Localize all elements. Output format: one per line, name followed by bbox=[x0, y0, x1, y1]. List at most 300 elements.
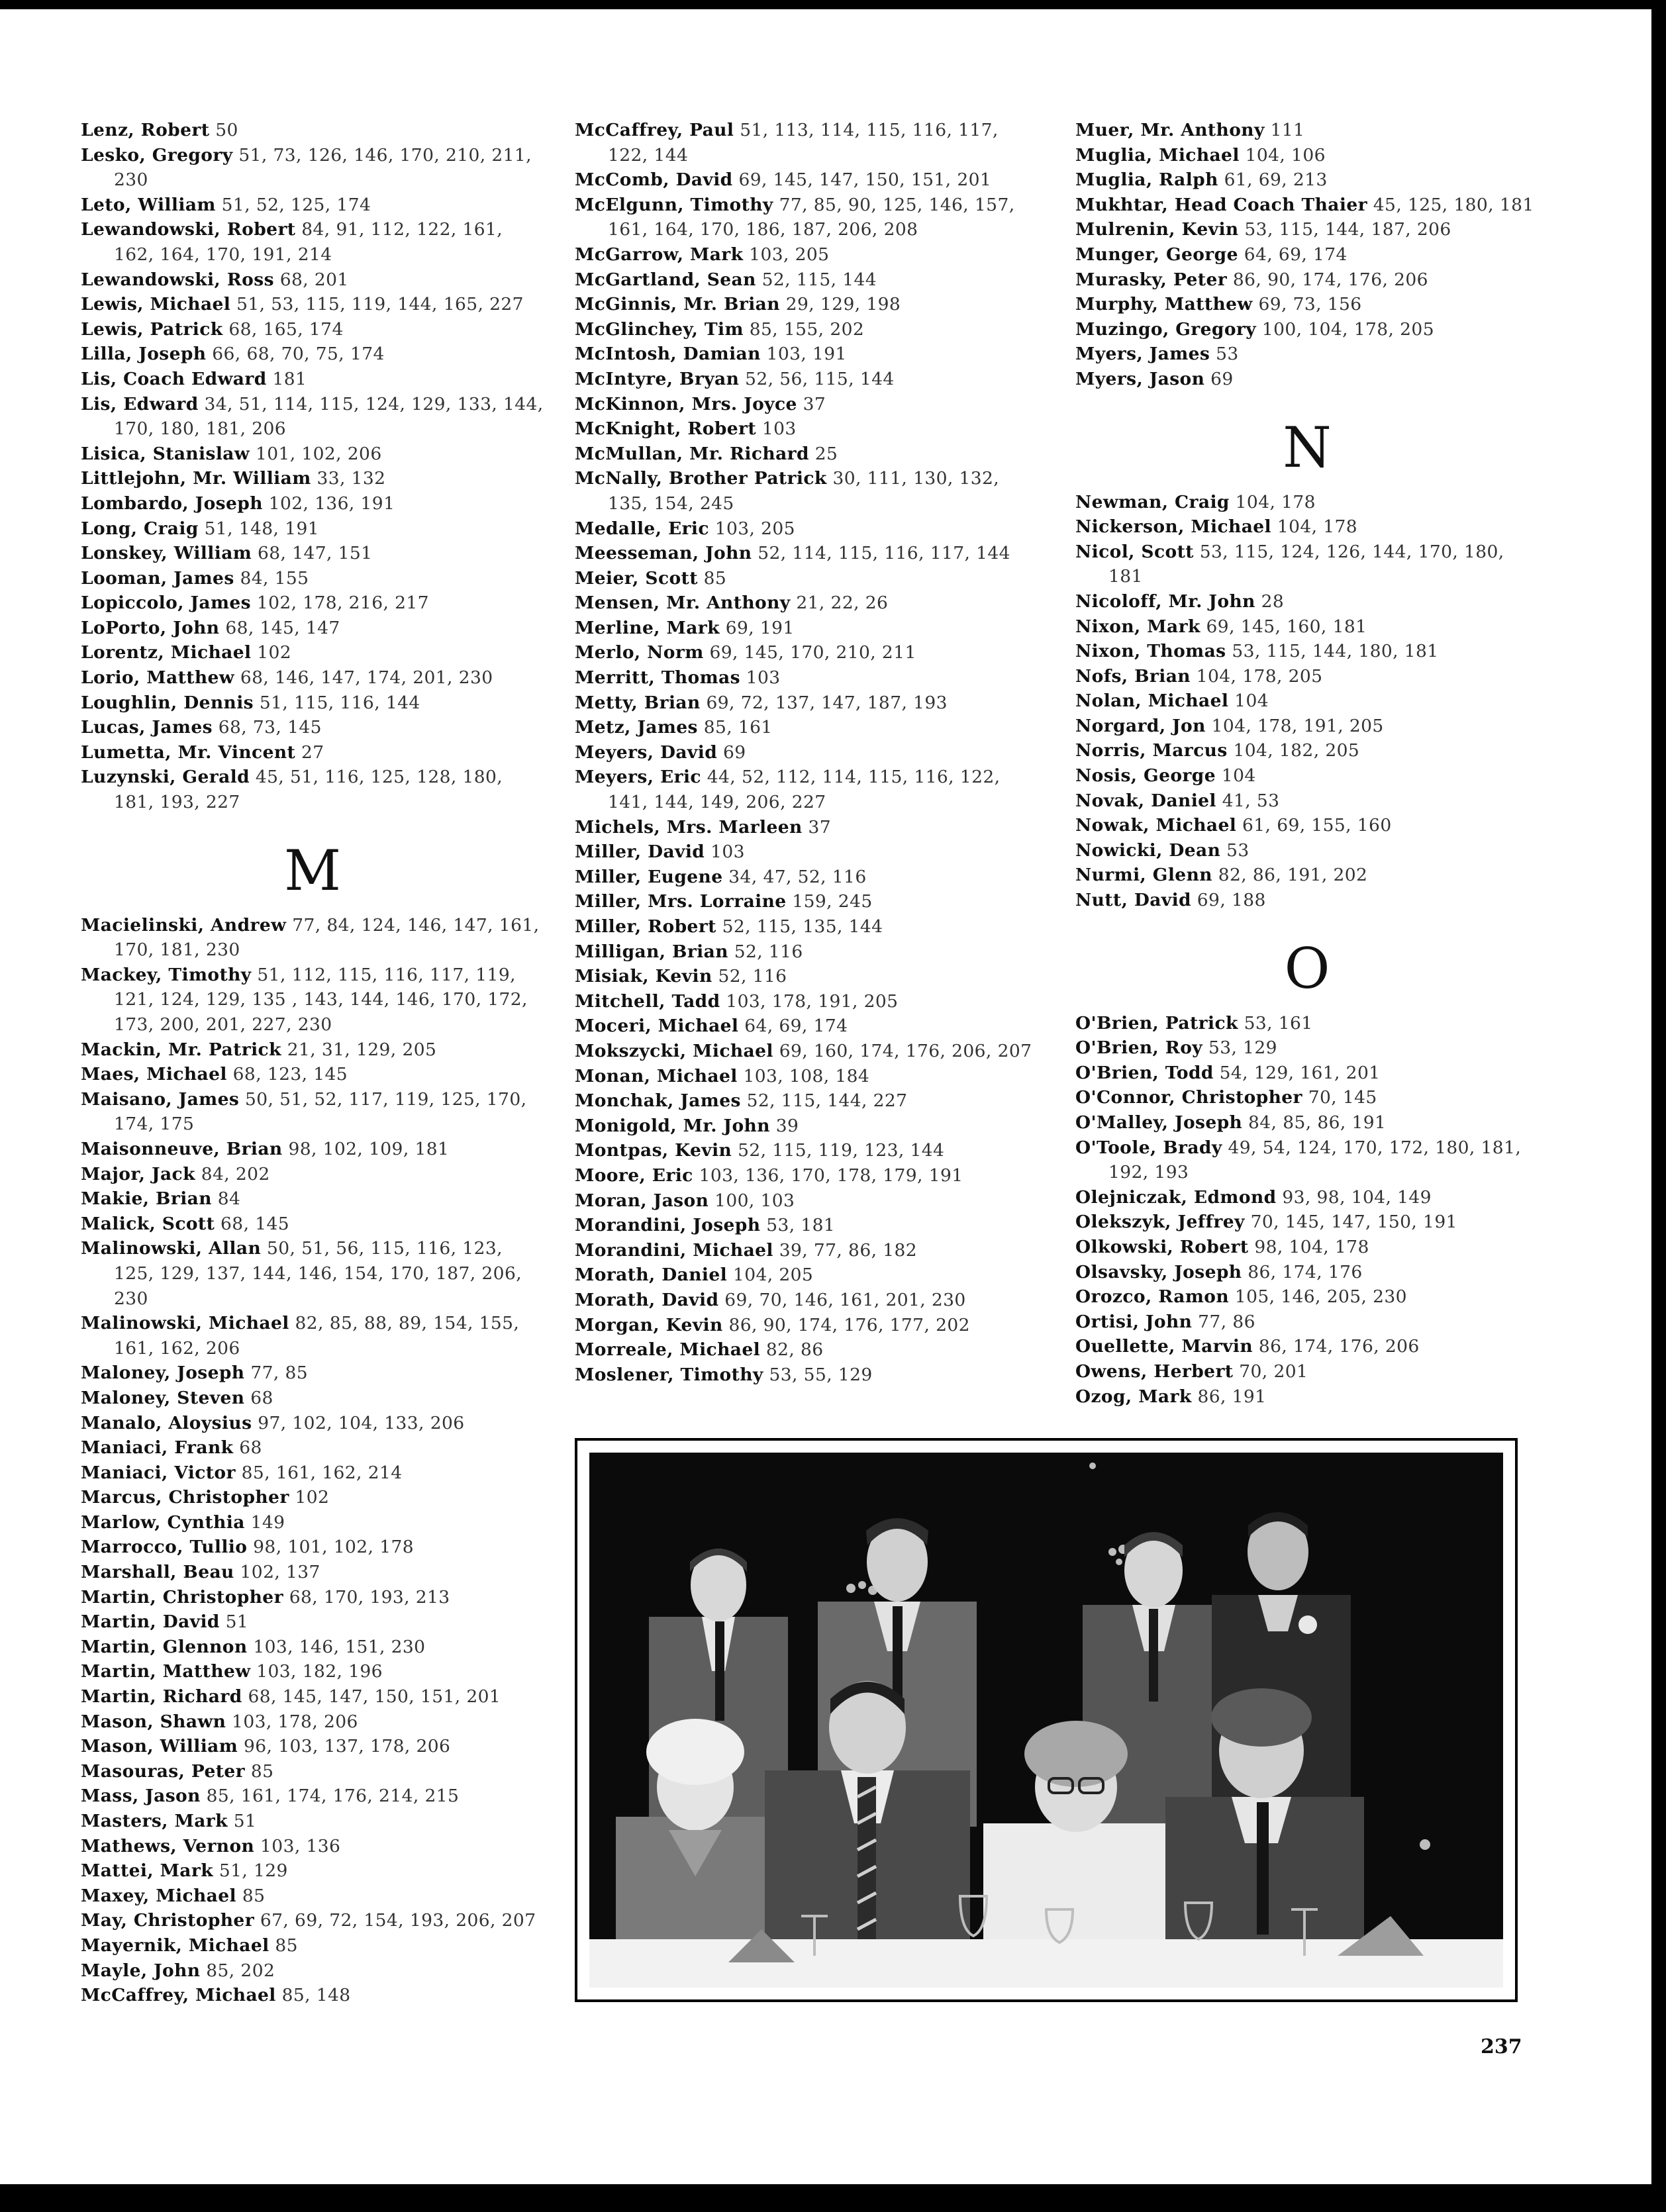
entry-pages: 51, 148, 191 bbox=[204, 518, 319, 539]
entry-name: Maisonneuve, Brian bbox=[81, 1138, 283, 1159]
index-entry bbox=[81, 118, 544, 143]
entry-pages: 54, 129, 161, 201 bbox=[1219, 1062, 1381, 1083]
entry-name: Moran, Jason bbox=[575, 1190, 709, 1211]
entry-name: Maes, Michael bbox=[81, 1064, 227, 1085]
entry-name: Lis, Coach Edward bbox=[81, 368, 267, 389]
entry-name: Monigold, Mr. John bbox=[575, 1115, 770, 1136]
index-entry bbox=[81, 1684, 544, 1709]
entry-pages: 84, 155 bbox=[240, 567, 309, 589]
entry-name: Murphy, Matthew bbox=[1075, 294, 1253, 315]
entry-pages: 39 bbox=[775, 1115, 799, 1136]
index-entry bbox=[1075, 1334, 1539, 1359]
entry-name: Mattei, Mark bbox=[81, 1860, 213, 1882]
index-entry bbox=[575, 1313, 1038, 1338]
entry-pages: 159, 245 bbox=[792, 891, 873, 912]
entry-name: Merline, Mark bbox=[575, 617, 720, 638]
entry-pages: 104, 178 bbox=[1235, 491, 1316, 512]
entry-pages: 103, 136 bbox=[260, 1835, 341, 1856]
index-entry bbox=[1075, 267, 1539, 293]
entry-pages: 51, 112, 115, 116, 117, 119, 121, 124, 129, 135 , 143, 144, 146, 170, 172, 173, 200, 201, 227, 230 bbox=[114, 964, 528, 1035]
entry-pages: 68, 165, 174 bbox=[228, 318, 344, 340]
index-entry bbox=[575, 591, 1038, 616]
entry-pages: 104, 178, 205 bbox=[1196, 665, 1323, 687]
entry-pages: 33, 132 bbox=[317, 468, 386, 489]
entry-name: May, Christopher bbox=[81, 1910, 255, 1931]
index-entry bbox=[575, 665, 1038, 691]
scan-edge-bottom bbox=[0, 2184, 1666, 2212]
entry-name: Lorentz, Michael bbox=[81, 642, 252, 663]
entry-name: Nolan, Michael bbox=[1075, 691, 1229, 712]
entry-pages: 82, 85, 88, 89, 154, 155, 161, 162, 206 bbox=[114, 1313, 520, 1359]
index-entry bbox=[1075, 1135, 1539, 1185]
entry-name: Makie, Brian bbox=[81, 1188, 212, 1210]
entry-name: Maloney, Steven bbox=[81, 1387, 245, 1408]
entry-name: Murasky, Peter bbox=[1075, 269, 1228, 290]
index-entry bbox=[575, 1337, 1038, 1363]
entry-name: Metz, James bbox=[575, 717, 698, 738]
entry-name: Malinowski, Allan bbox=[81, 1238, 262, 1259]
entry-pages: 29, 129, 198 bbox=[785, 294, 901, 315]
index-entry bbox=[81, 217, 544, 267]
index-entry bbox=[81, 1809, 544, 1834]
entry-pages: 53, 115, 144, 180, 181 bbox=[1232, 641, 1439, 662]
entry-name: Owens, Herbert bbox=[1075, 1361, 1234, 1382]
entry-pages: 149 bbox=[250, 1512, 285, 1533]
entry-name: Martin, Glennon bbox=[81, 1636, 248, 1657]
index-entry bbox=[1075, 193, 1539, 218]
entry-name: Morandini, Joseph bbox=[575, 1215, 761, 1236]
entry-pages: 85, 148 bbox=[281, 1985, 351, 2006]
index-entry bbox=[1075, 242, 1539, 267]
index-entry bbox=[1075, 689, 1539, 714]
index-entry bbox=[81, 1361, 544, 1386]
entry-name: Malick, Scott bbox=[81, 1213, 215, 1234]
entry-name: Nowicki, Dean bbox=[1075, 840, 1221, 861]
index-entry bbox=[1075, 1235, 1539, 1260]
entry-name: Mackey, Timothy bbox=[81, 964, 252, 985]
entry-name: Malinowski, Michael bbox=[81, 1313, 289, 1334]
index-entry bbox=[81, 1212, 544, 1237]
index-entry bbox=[1075, 317, 1539, 342]
entry-pages: 61, 69, 213 bbox=[1224, 169, 1328, 191]
entry-name: Loughlin, Dennis bbox=[81, 692, 254, 713]
entry-pages: 52, 115, 144 bbox=[761, 269, 877, 290]
index-entry bbox=[575, 466, 1038, 516]
entry-name: Lopiccolo, James bbox=[81, 593, 251, 614]
entry-pages: 52, 116 bbox=[734, 941, 803, 962]
index-entry bbox=[81, 466, 544, 491]
entry-name: Masouras, Peter bbox=[81, 1760, 246, 1782]
index-entry bbox=[81, 1062, 544, 1087]
entry-pages: 82, 86, 191, 202 bbox=[1218, 865, 1368, 886]
entry-name: Miller, Eugene bbox=[575, 866, 723, 887]
entry-name: Manalo, Aloysius bbox=[81, 1412, 252, 1433]
entry-name: O'Brien, Roy bbox=[1075, 1037, 1203, 1059]
index-column-2 bbox=[575, 118, 1038, 1387]
index-entry bbox=[1075, 664, 1539, 689]
index-entry bbox=[575, 267, 1038, 293]
entry-pages: 82, 86 bbox=[765, 1339, 824, 1361]
entry-name: Mokszycki, Michael bbox=[575, 1040, 773, 1061]
entry-name: Monan, Michael bbox=[575, 1065, 738, 1086]
section-letter-heading: O bbox=[1284, 936, 1330, 1001]
entry-pages: 34, 51, 114, 115, 124, 129, 133, 144, 170, 180, 181, 206 bbox=[114, 393, 544, 440]
entry-pages: 30, 111, 130, 132, 135, 154, 245 bbox=[608, 468, 1000, 514]
entry-name: Maisano, James bbox=[81, 1088, 240, 1110]
index-entry bbox=[575, 889, 1038, 914]
entry-name: Ouellette, Marvin bbox=[1075, 1336, 1253, 1357]
entry-name: Mason, Shawn bbox=[81, 1711, 226, 1732]
entry-pages: 51, 113, 114, 115, 116, 117, 122, 144 bbox=[608, 120, 999, 166]
entry-pages: 86, 174, 176, 206 bbox=[1258, 1336, 1420, 1357]
entry-name: McComb, David bbox=[575, 169, 733, 191]
entry-name: Mayernik, Michael bbox=[81, 1935, 270, 1956]
entry-pages: 39, 77, 86, 182 bbox=[779, 1239, 918, 1261]
entry-pages: 53, 55, 129 bbox=[769, 1364, 873, 1385]
index-entry bbox=[575, 392, 1038, 417]
entry-pages: 98, 102, 109, 181 bbox=[288, 1138, 450, 1159]
entry-name: Lewis, Patrick bbox=[81, 318, 223, 340]
entry-name: Martin, Christopher bbox=[81, 1586, 283, 1608]
entry-pages: 52, 115, 135, 144 bbox=[722, 916, 883, 937]
entry-name: Lewandowski, Robert bbox=[81, 219, 296, 240]
index-entry bbox=[1075, 490, 1539, 515]
index-entry bbox=[575, 1163, 1038, 1188]
entry-name: Lewis, Michael bbox=[81, 294, 231, 315]
index-entry bbox=[81, 1933, 544, 1958]
entry-pages: 51, 52, 125, 174 bbox=[221, 194, 371, 215]
index-entry bbox=[81, 1236, 544, 1311]
entry-pages: 21, 31, 129, 205 bbox=[287, 1039, 437, 1060]
index-entry bbox=[1075, 1310, 1539, 1335]
entry-pages: 69, 73, 156 bbox=[1258, 294, 1362, 315]
entry-pages: 102 bbox=[257, 642, 292, 663]
entry-name: Meyers, Eric bbox=[575, 767, 701, 788]
index-entry bbox=[81, 1709, 544, 1735]
entry-pages: 45, 125, 180, 181 bbox=[1373, 194, 1534, 215]
entry-pages: 103, 205 bbox=[749, 244, 830, 265]
index-entry bbox=[575, 765, 1038, 814]
entry-pages: 97, 102, 104, 133, 206 bbox=[258, 1412, 465, 1433]
entry-pages: 69 bbox=[722, 742, 746, 763]
index-entry bbox=[575, 1213, 1038, 1238]
index-entry bbox=[81, 267, 544, 293]
entry-pages: 69, 188 bbox=[1197, 890, 1266, 911]
entry-name: Mulrenin, Kevin bbox=[1075, 219, 1239, 240]
entry-pages: 102, 178, 216, 217 bbox=[256, 593, 429, 614]
entry-name: Miller, Robert bbox=[575, 916, 716, 937]
entry-name: Nutt, David bbox=[1075, 890, 1191, 911]
index-entry bbox=[81, 715, 544, 740]
entry-name: O'Brien, Patrick bbox=[1075, 1012, 1238, 1034]
entry-pages: 103, 205 bbox=[714, 518, 795, 539]
entry-name: Martin, Matthew bbox=[81, 1661, 251, 1682]
entry-pages: 84, 91, 112, 122, 161, 162, 164, 170, 191, 214 bbox=[114, 219, 503, 265]
entry-name: Morgan, Kevin bbox=[575, 1314, 723, 1335]
entry-name: Lenz, Robert bbox=[81, 120, 210, 140]
index-entry bbox=[1075, 1110, 1539, 1135]
index-entry bbox=[81, 1162, 544, 1187]
index-entry bbox=[81, 342, 544, 367]
entry-pages: 85 bbox=[275, 1935, 298, 1956]
index-column-3 bbox=[1075, 118, 1539, 1409]
entry-name: Norgard, Jon bbox=[1075, 715, 1206, 736]
entry-name: Olekszyk, Jeffrey bbox=[1075, 1212, 1245, 1233]
entry-pages: 85, 161, 174, 176, 214, 215 bbox=[206, 1786, 460, 1807]
entry-pages: 68, 145 bbox=[220, 1213, 289, 1234]
entry-name: Muglia, Michael bbox=[1075, 144, 1240, 166]
entry-name: Mackin, Mr. Patrick bbox=[81, 1039, 281, 1060]
entry-name: Meyers, David bbox=[575, 742, 718, 763]
index-entry bbox=[81, 1186, 544, 1212]
index-column-1 bbox=[81, 118, 544, 2008]
index-entry bbox=[1075, 217, 1539, 242]
entry-name: Newman, Craig bbox=[1075, 491, 1230, 512]
entry-name: Morreale, Michael bbox=[575, 1339, 761, 1361]
entry-pages: 85 bbox=[703, 567, 727, 589]
entry-pages: 103 bbox=[746, 667, 781, 689]
index-entry bbox=[81, 367, 544, 392]
entry-pages: 69, 145, 170, 210, 211 bbox=[709, 642, 916, 663]
entry-name: Olsavsky, Joseph bbox=[1075, 1261, 1242, 1282]
entry-name: Morath, David bbox=[575, 1289, 719, 1310]
section-letter-heading: M bbox=[283, 838, 341, 903]
index-entry bbox=[81, 1983, 544, 2008]
index-entry bbox=[81, 292, 544, 317]
index-entry bbox=[81, 591, 544, 616]
index-entry bbox=[575, 1238, 1038, 1263]
index-entry bbox=[575, 616, 1038, 641]
entry-name: Nowak, Michael bbox=[1075, 815, 1237, 836]
index-entry bbox=[1075, 763, 1539, 789]
entry-pages: 98, 101, 102, 178 bbox=[253, 1537, 414, 1558]
entry-pages: 45, 51, 116, 125, 128, 180, 181, 193, 227 bbox=[114, 767, 503, 813]
index-entry bbox=[575, 442, 1038, 467]
index-entry bbox=[1075, 589, 1539, 614]
entry-name: Misiak, Kevin bbox=[575, 966, 712, 987]
index-entry bbox=[1075, 342, 1539, 367]
entry-name: Lombardo, Joseph bbox=[81, 493, 263, 514]
entry-name: McIntyre, Bryan bbox=[575, 368, 740, 389]
entry-pages: 104, 182, 205 bbox=[1233, 740, 1360, 761]
entry-pages: 68, 146, 147, 174, 201, 230 bbox=[240, 667, 493, 689]
entry-name: LoPorto, John bbox=[81, 617, 220, 638]
entry-name: Montpas, Kevin bbox=[575, 1140, 732, 1161]
entry-name: Leto, William bbox=[81, 194, 216, 215]
index-entry bbox=[1075, 514, 1539, 540]
entry-name: Moceri, Michael bbox=[575, 1016, 739, 1037]
index-entry bbox=[81, 1137, 544, 1162]
entry-name: Nicoloff, Mr. John bbox=[1075, 591, 1255, 612]
entry-name: Olkowski, Robert bbox=[1075, 1236, 1249, 1257]
entry-pages: 96, 103, 137, 178, 206 bbox=[244, 1736, 451, 1757]
index-entry bbox=[81, 516, 544, 542]
entry-name: Moore, Eric bbox=[575, 1165, 693, 1186]
entry-name: Martin, Richard bbox=[81, 1686, 242, 1707]
entry-name: McMullan, Mr. Richard bbox=[575, 443, 809, 464]
entry-pages: 50, 51, 56, 115, 116, 123, 125, 129, 137, 144, 146, 154, 170, 187, 206, 230 bbox=[114, 1238, 522, 1309]
index-entry bbox=[81, 765, 544, 814]
index-entry bbox=[575, 1039, 1038, 1064]
entry-pages: 86, 90, 174, 176, 206 bbox=[1232, 269, 1428, 290]
entry-pages: 68, 147, 151 bbox=[258, 543, 373, 564]
index-entry bbox=[81, 1535, 544, 1560]
index-entry bbox=[81, 1759, 544, 1784]
entry-pages: 69 bbox=[1210, 368, 1234, 389]
entry-pages: 104, 178 bbox=[1277, 516, 1358, 538]
entry-pages: 37 bbox=[808, 816, 832, 838]
entry-name: Miller, David bbox=[575, 842, 705, 863]
entry-name: Ortisi, John bbox=[1075, 1311, 1193, 1332]
entry-pages: 44, 52, 112, 114, 115, 116, 122, 141, 144, 149, 206, 227 bbox=[608, 767, 1001, 813]
index-entry bbox=[81, 616, 544, 641]
entry-name: Nurmi, Glenn bbox=[1075, 865, 1212, 886]
entry-pages: 52, 56, 115, 144 bbox=[745, 368, 895, 389]
entry-name: Nosis, George bbox=[1075, 765, 1216, 787]
entry-pages: 50, 51, 52, 117, 119, 125, 170, 174, 175 bbox=[114, 1088, 527, 1135]
index-entry bbox=[81, 1311, 544, 1361]
index-entry bbox=[81, 1411, 544, 1436]
entry-name: Macielinski, Andrew bbox=[81, 914, 287, 936]
index-entry bbox=[1075, 838, 1539, 863]
entry-name: McCaffrey, Paul bbox=[575, 120, 734, 140]
index-entry bbox=[81, 740, 544, 765]
index-entry bbox=[1075, 738, 1539, 763]
index-entry bbox=[575, 367, 1038, 392]
entry-pages: 69, 70, 146, 161, 201, 230 bbox=[724, 1289, 966, 1310]
entry-pages: 69, 191 bbox=[725, 617, 795, 638]
entry-pages: 102, 136, 191 bbox=[268, 493, 395, 514]
entry-pages: 64, 69, 174 bbox=[1244, 244, 1348, 265]
entry-name: Mason, William bbox=[81, 1736, 238, 1757]
entry-pages: 103, 136, 170, 178, 179, 191 bbox=[699, 1165, 963, 1186]
entry-pages: 67, 69, 72, 154, 193, 206, 207 bbox=[260, 1910, 536, 1931]
entry-pages: 64, 69, 174 bbox=[744, 1016, 848, 1037]
index-entry bbox=[1075, 1260, 1539, 1285]
entry-name: Major, Jack bbox=[81, 1163, 195, 1184]
entry-pages: 51, 129 bbox=[219, 1860, 288, 1882]
index-entry bbox=[1075, 639, 1539, 664]
entry-pages: 85, 161, 162, 214 bbox=[241, 1462, 403, 1483]
index-entry bbox=[575, 516, 1038, 542]
entry-name: Lorio, Matthew bbox=[81, 667, 234, 689]
index-entry bbox=[1075, 614, 1539, 640]
entry-pages: 70, 201 bbox=[1239, 1361, 1308, 1382]
index-entry bbox=[1075, 863, 1539, 888]
entry-pages: 53, 181 bbox=[766, 1215, 836, 1236]
entry-pages: 84 bbox=[217, 1188, 241, 1210]
entry-pages: 104, 178, 191, 205 bbox=[1211, 715, 1384, 736]
scan-edge-right bbox=[1651, 0, 1666, 2212]
entry-pages: 53 bbox=[1226, 840, 1250, 861]
entry-pages: 86, 90, 174, 176, 177, 202 bbox=[728, 1314, 970, 1335]
entry-pages: 51, 115, 116, 144 bbox=[259, 692, 420, 713]
entry-pages: 70, 145, 147, 150, 191 bbox=[1250, 1212, 1457, 1233]
entry-name: Morath, Daniel bbox=[575, 1265, 728, 1286]
index-entry bbox=[81, 1087, 544, 1137]
entry-name: Lucas, James bbox=[81, 717, 213, 738]
entry-pages: 104, 205 bbox=[732, 1265, 814, 1286]
index-entry bbox=[575, 715, 1038, 740]
entry-name: Nicol, Scott bbox=[1075, 541, 1194, 562]
entry-name: Marshall, Beau bbox=[81, 1562, 234, 1583]
entry-pages: 85 bbox=[242, 1885, 266, 1906]
index-entry bbox=[81, 1585, 544, 1610]
entry-pages: 111 bbox=[1270, 120, 1305, 140]
index-entry bbox=[575, 1114, 1038, 1139]
index-entry bbox=[81, 1461, 544, 1486]
entry-pages: 105, 146, 205, 230 bbox=[1234, 1286, 1407, 1308]
entry-name: McKinnon, Mrs. Joyce bbox=[575, 393, 797, 414]
index-entry bbox=[1075, 118, 1539, 143]
entry-name: Maxey, Michael bbox=[81, 1885, 236, 1906]
entry-name: Nofs, Brian bbox=[1075, 665, 1191, 687]
entry-pages: 85, 155, 202 bbox=[749, 318, 865, 340]
entry-name: Maniaci, Frank bbox=[81, 1437, 234, 1459]
index-entry bbox=[1075, 714, 1539, 739]
index-entry bbox=[575, 1014, 1038, 1039]
entry-pages: 53 bbox=[1216, 344, 1239, 365]
entry-name: Milligan, Brian bbox=[575, 941, 728, 962]
index-entry bbox=[1075, 1061, 1539, 1086]
entry-name: O'Brien, Todd bbox=[1075, 1062, 1214, 1083]
entry-pages: 86, 174, 176 bbox=[1248, 1261, 1363, 1282]
entry-name: Masters, Mark bbox=[81, 1811, 228, 1831]
index-entry bbox=[575, 840, 1038, 865]
entry-name: Marcus, Christopher bbox=[81, 1487, 289, 1508]
entry-name: McGinnis, Mr. Brian bbox=[575, 294, 780, 315]
entry-name: Ozog, Mark bbox=[1075, 1386, 1192, 1407]
index-entry bbox=[81, 491, 544, 516]
entry-pages: 34, 47, 52, 116 bbox=[728, 866, 867, 887]
entry-pages: 53, 115, 144, 187, 206 bbox=[1244, 219, 1451, 240]
index-entry bbox=[575, 193, 1038, 242]
entry-pages: 51 bbox=[233, 1811, 257, 1831]
index-entry bbox=[575, 1138, 1038, 1163]
entry-pages: 85, 161 bbox=[703, 717, 773, 738]
entry-name: Nixon, Mark bbox=[1075, 616, 1200, 637]
entry-name: Norris, Marcus bbox=[1075, 740, 1228, 761]
entry-name: Lilla, Joseph bbox=[81, 344, 207, 365]
entry-pages: 104 bbox=[1234, 691, 1269, 712]
entry-name: O'Toole, Brady bbox=[1075, 1137, 1222, 1158]
index-entry bbox=[81, 1958, 544, 1984]
entry-pages: 100, 103 bbox=[714, 1190, 795, 1211]
index-entry bbox=[1075, 540, 1539, 589]
entry-name: Moslener, Timothy bbox=[575, 1364, 763, 1385]
index-entry bbox=[1075, 367, 1539, 392]
entry-name: McElgunn, Timothy bbox=[575, 194, 773, 215]
entry-name: Monchak, James bbox=[575, 1090, 741, 1112]
index-entry bbox=[81, 1834, 544, 1859]
index-entry bbox=[1075, 813, 1539, 838]
entry-name: Myers, James bbox=[1075, 344, 1210, 365]
entry-pages: 70, 145 bbox=[1308, 1087, 1377, 1108]
index-entry bbox=[1075, 168, 1539, 193]
entry-pages: 69, 145, 147, 150, 151, 201 bbox=[738, 169, 992, 191]
entry-name: Mayle, John bbox=[81, 1960, 201, 1981]
index-entry bbox=[81, 1908, 544, 1933]
entry-pages: 69, 160, 174, 176, 206, 207 bbox=[779, 1040, 1032, 1061]
entry-pages: 68, 201 bbox=[279, 269, 349, 290]
entry-pages: 53, 161 bbox=[1244, 1012, 1313, 1034]
entry-name: Muer, Mr. Anthony bbox=[1075, 120, 1265, 140]
index-entry bbox=[81, 317, 544, 342]
index-entry bbox=[81, 1386, 544, 1411]
entry-pages: 102, 137 bbox=[240, 1562, 320, 1583]
entry-name: Metty, Brian bbox=[575, 692, 701, 713]
entry-pages: 77, 84, 124, 146, 147, 161, 170, 181, 230 bbox=[114, 914, 540, 961]
